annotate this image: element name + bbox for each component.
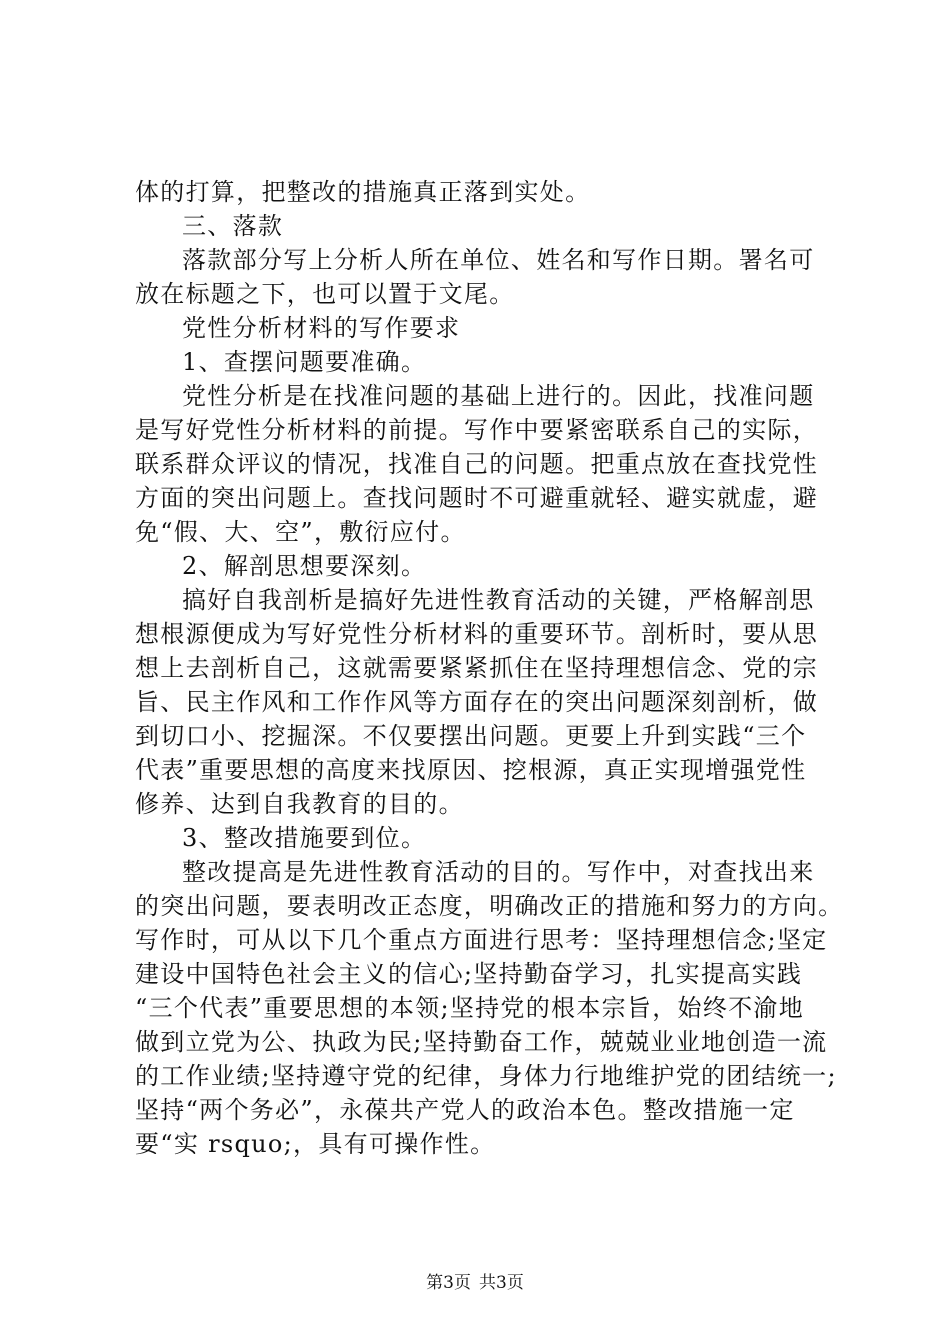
- text-line: 联系群众评议的情况，找准自己的问题。把重点放在查找党性: [135, 450, 819, 478]
- page-footer: [0, 1272, 950, 1294]
- text-line: “三个代表”重要思想的本领;坚持党的根本宗旨，始终不渝地: [135, 994, 805, 1022]
- text-line: 3、整改措施要到位。: [182, 824, 427, 852]
- text-line: 整改提高是先进性教育活动的目的。写作中，对查找出来: [182, 858, 815, 886]
- text-line: 是写好党性分析材料的前提。写作中要紧密联系自己的实际，: [135, 416, 819, 444]
- text-line: 免“假、大、空”，敷衍应付。: [135, 518, 466, 546]
- text-line: 想根源便成为写好党性分析材料的重要环节。剖析时，要从思: [135, 620, 819, 648]
- text-line: 放在标题之下，也可以置于文尾。: [135, 280, 515, 308]
- text-line: 党性分析材料的写作要求: [182, 314, 461, 342]
- page-total: 共3页: [479, 1273, 524, 1293]
- text-line: 落款部分写上分析人所在单位、姓名和写作日期。署名可: [182, 246, 815, 274]
- text-line: 的工作业绩;坚持遵守党的纪律，身体力行地维护党的团结统一;: [135, 1062, 837, 1090]
- text-line: 2、解剖思想要深刻。: [182, 552, 427, 580]
- page-number: 第3页: [426, 1273, 471, 1293]
- text-line: 代表”重要思想的高度来找原因、挖根源，真正实现增强党性: [135, 756, 807, 784]
- text-line: 坚持“两个务必”，永葆共产党人的政治本色。整改措施一定: [135, 1096, 795, 1124]
- text-line: 党性分析是在找准问题的基础上进行的。因此，找准问题: [182, 382, 815, 410]
- text-line: 体的打算，把整改的措施真正落到实处。: [135, 178, 591, 206]
- text-line: 修养、达到自我教育的目的。: [135, 790, 464, 818]
- text-line: 建设中国特色社会主义的信心;坚持勤奋学习，扎实提高实践: [135, 960, 803, 988]
- text-line: 做到立党为公、执政为民;坚持勤奋工作，兢兢业业地创造一流: [135, 1028, 828, 1056]
- text-line: 写作时，可从以下几个重点方面进行思考：坚持理想信念;坚定: [135, 926, 828, 954]
- text-line: 三、落款: [182, 212, 284, 240]
- document-body: [135, 175, 844, 1161]
- text-line: 到切口小、挖掘深。不仅要摆出问题。更要上升到实践“三个: [135, 722, 807, 750]
- text-line: 1、查摆问题要准确。: [182, 348, 427, 376]
- text-line: 方面的突出问题上。查找问题时不可避重就轻、避实就虚，避: [135, 484, 819, 512]
- text-line: 的突出问题，要表明改正态度，明确改正的措施和努力的方向。: [135, 892, 844, 920]
- text-line: 想上去剖析自己，这就需要紧紧抓住在坚持理想信念、党的宗: [135, 654, 819, 682]
- text-line: 要“实 rsquo;，具有可操作性。: [135, 1130, 496, 1158]
- text-line: 旨、民主作风和工作作风等方面存在的突出问题深刻剖析，做: [135, 688, 819, 716]
- text-line: 搞好自我剖析是搞好先进性教育活动的关键，严格解剖思: [182, 586, 815, 614]
